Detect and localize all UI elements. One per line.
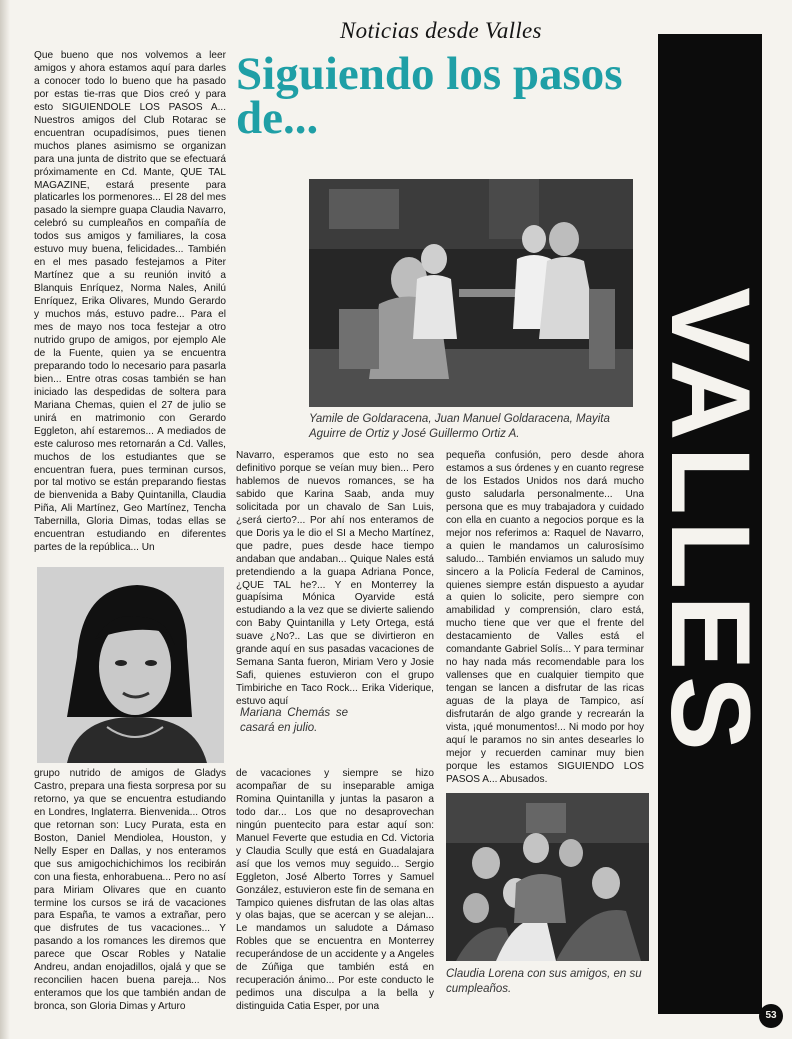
photo-caption-portrait: Mariana Chemás se casará en julio. bbox=[240, 707, 348, 734]
portrait-image bbox=[37, 567, 224, 763]
birthday-photo bbox=[446, 793, 649, 961]
side-banner-text: VALLES bbox=[648, 287, 773, 757]
text-column-3: pequeña confusión, pero desde ahora estamos a sus órdenes y en cuanto regrese de los Estados Unidos nos dará mucho gusto saludarla personalmente... Una persona que es muy trabajadora y cuidado con ella en cuanto a negocios porque es la mejor nos referimos a: Raquel de Navarro, a quien le mandamos un calurosísimo saludo... También enviamos un saludo muy sincero a la Policía Federal de Caminos, quienes siempre están dispuesto a ayudar a quien lo solicite, pero siempre con amabilidad y comprensión, claro está, mucho tiene que ver que el frente del destacamiento de Valles está el comandante Gabriel Solís... Y para terminar no hay nada más recomendable para los vallenses que en cualquier tiempito que tengan se lancen a disfrutar de las ricas aguas de la playa de Tampico, así disfrutarán de algo grande y recrearán la vista, ¡qué monumentos!... Ni modo por hoy aquí le paramos no sin antes desearles lo mejor y recuerden caminar muy bien porque les estamos SIGUIENDO LOS PASOS A... Abusados. bbox=[446, 450, 644, 785]
photo-caption-group: Yamile de Goldaracena, Juan Manuel Goldaracena, Mayita Aguirre de Ortiz y José Guillermo Ortiz A. bbox=[309, 413, 610, 440]
text-column-2-bottom: de vacaciones y siempre se hizo acompañar de su inseparable amiga Romina Quintanilla y juntas la pasaron a todo dar... Los que no desaprovechan ningún puentecito para estar aquí son: Manuel Feverte que estudia en Cd. Victoria y Claudia Scully que está en Guadalajara así que los vemos muy seguido... Sergio Eggleton, José Alberto Torres y Samuel González, estuvieron este fin de semana en Tampico quienes disfrutan de las olas altas y olas bajas, que se acercan y se alejan... Le mandamos un saludote a Dámaso Robles que se encuentra en Monterrey recuperándose de un accidente y a Angeles de Zúñiga que también está en recuperación ánimo... Por este conducto le pedimos una disculpa a la bella y distinguida Catia Esper, por una bbox=[236, 768, 434, 1013]
text-column-1-top: Que bueno que nos volvemos a leer amigos y ahora estamos aquí para darles a conocer todo lo bueno que ha pasado por estas tie-rras que Dios creó y para esto SIGUIENDOLE LOS PASOS A... Nuestros amigos del Club Rotarac se encuentran ocupadísimos, pues tienen muchos planes asimismo se organizan para una junta de distrito que se efectuará próximamente en Cd. Mante, QUE TAL MAGAZINE, estará presente para platicarles los pormenores... El 28 del mes pasado la siempre guapa Claudia Navarro, celebró su cumpleaños en compañía de todos sus amigos y familiares, la cosa estuvo muy buena, felicidades... También en el mes pasado festejamos a Piter Martínez que a su reunión invitó a Blanquis Enríquez, Norma Nales, Anilú Enríquez, Erika Olivares, Mundo Gerardo y muchos más, estuvo padre... Para el mes de mayo nos toca festejar a otro nutrido grupo de amigos, por ejemplo Ale de la Fuente, quien ya se encuentra preparando todo lo necesario para pasarla bien... Entre otras cosas también se han iniciado las despedidas de soltera para Mariana Chemas, quien el 27 de julio se unirá en matrimonio con Gerardo Eggleton, ahí estaremos... A mediados de este caluroso mes retornarán a Cd. Valles, muchos de los estudiantes que se encuentran fuera, pues terminan cursos, por tal motivo se están preparando fiestas de bienvenida a Baby Quintanilla, Claudia Piña, Ali Martínez, Geo Martínez, Tencha Tabernilla, Gloria Dimas, todas ellas se encuentran estudiando en diferentes partes de la república... Un bbox=[34, 50, 226, 554]
page-number: 53 bbox=[759, 1004, 783, 1028]
text-column-1-bottom: grupo nutrido de amigos de Gladys Castro, prepara una fiesta sorpresa por su retorno, ya que se encuentra estudiando en Londres, Inglaterra. Bienvenida... Otros que retornan son: Lucy Purata, esta en Boston, Daniel Mendiolea, Houston, y Nelly Esper en Dallas, y nos enteramos que sus amigochichichimos los recibirán con una fiesta, enhorabuena... Pero no así para Miriam Olivares que en cuanto termine los cursos se irá de vacaciones para España, te vamos a extrañar, pero que disfrutes de tus vacaciones... Y pasando a los romances les diremos que parece que Oscar Robles y Natalie Andreu, andan enojadillos, ojalá y que se reconcilien hacen buena pareja... Nos enteramos que los que también andan de bronca, son Gloria Dimas y Arturo bbox=[34, 768, 226, 1013]
page-edge-shadow bbox=[0, 0, 10, 1039]
section-kicker: Noticias desde Valles bbox=[340, 18, 542, 43]
photo-caption-birthday: Claudia Lorena con sus amigos, en su cumpleaños. bbox=[446, 968, 642, 995]
article-headline: Siguiendo los pasos de... bbox=[236, 48, 623, 144]
portrait-photo bbox=[37, 567, 224, 763]
birthday-image bbox=[446, 793, 649, 961]
text-column-2-top: Navarro, esperamos que esto no sea definitivo porque se veían muy bien... Pero hablemos de nuevos romances, se ha sabido que Karina Saab, anda muy solicitada por un chavalo de San Luis, ¿será cierto?... Por ahí nos enteramos de que Doris ya le dio el SI a Mecho Martínez, que padre, pues desde hace tiempo andaban que andaban... Quique Nales está pretendiendo a la guapa Adriana Ponce, ¿QUE TAL he?... Y en Monterrey la guapísima Mónica Oyarvide está estudiando a la vez que se divierte saliendo con Baby Quintanilla y Lety Ortega, está suave ¿No?.. Las que se divirtieron en grande aquí en sus pasadas vacaciones de Semana Santa fueron, Miriam Vero y Josie Safi, quienes estuvieron con el grupo Timbiriche en Taco Rock... Erika Viderique, estuvo aquí bbox=[236, 450, 434, 708]
group-photo-image bbox=[309, 179, 633, 407]
group-photo-table bbox=[309, 179, 633, 407]
